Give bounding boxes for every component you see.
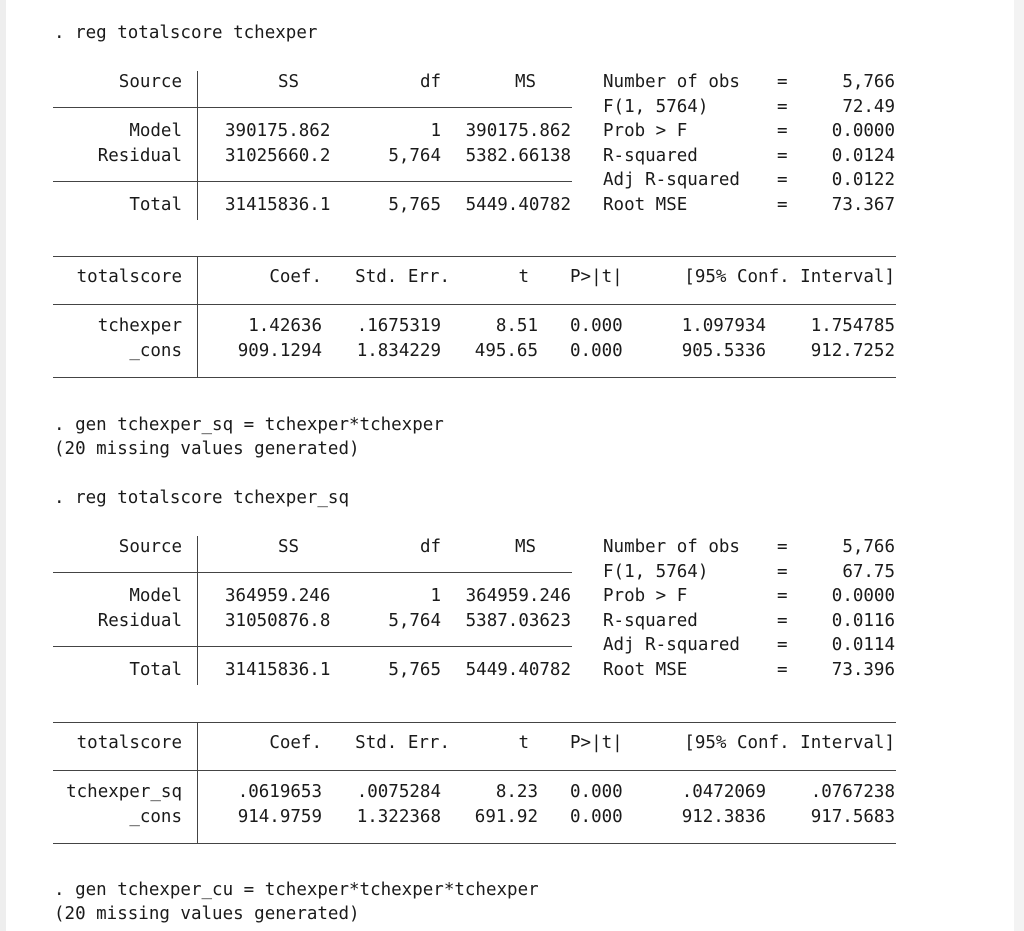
anova-vertical-rule xyxy=(197,536,198,685)
command-line: . reg totalscore tchexper xyxy=(54,23,318,43)
model-stat-equals: = xyxy=(777,537,788,557)
anova-df-value: 5,765 xyxy=(388,660,441,680)
model-stat-equals: = xyxy=(777,194,788,215)
coef-top-rule xyxy=(53,256,896,257)
model-stat-label: Adj R-squared xyxy=(603,635,740,655)
coef-variable-name: tchexper xyxy=(97,316,182,336)
coef-header-pvalue: P>|t| xyxy=(570,733,623,753)
anova-source-label: Total xyxy=(129,660,182,680)
model-stat-equals: = xyxy=(777,659,788,680)
model-stat-value: 0.0116 xyxy=(831,610,895,631)
model-stat-equals: = xyxy=(777,586,788,606)
anova-ss-value: 390175.862 xyxy=(225,121,331,141)
coef-variable-name: _cons xyxy=(129,340,182,361)
anova-header-rule xyxy=(53,107,572,108)
model-stat-label: Number of obs xyxy=(603,537,740,557)
anova-ms-value: 5449.40782 xyxy=(465,660,571,680)
command-line: . gen tchexper_sq = tchexper*tchexper xyxy=(54,415,444,435)
anova-header-ms: MS xyxy=(515,72,537,92)
window-right-border xyxy=(1014,0,1024,931)
anova-header-source: Source xyxy=(118,537,182,557)
anova-source-label: Residual xyxy=(97,610,182,631)
coef-vertical-rule xyxy=(197,256,198,377)
coef-ci-lower: .0472069 xyxy=(681,782,766,802)
coef-value: 909.1294 xyxy=(237,340,322,361)
model-stat-value: 0.0000 xyxy=(831,121,895,141)
coef-t-value: 495.65 xyxy=(474,340,538,361)
coef-p-value: 0.000 xyxy=(570,340,623,361)
coef-ci-upper: 1.754785 xyxy=(810,316,895,336)
anova-ss-value: 31025660.2 xyxy=(225,145,331,166)
coef-top-rule xyxy=(53,722,896,723)
model-stat-label: Number of obs xyxy=(603,72,740,92)
anova-source-label: Model xyxy=(129,586,182,606)
model-stat-value: 67.75 xyxy=(842,561,895,582)
output-message: (20 missing values generated) xyxy=(54,904,360,924)
coef-stderr-value: 1.834229 xyxy=(356,340,441,361)
output-message: (20 missing values generated) xyxy=(54,439,360,459)
anova-df-value: 5,764 xyxy=(388,610,441,631)
coef-value: 914.9759 xyxy=(237,806,322,827)
model-stat-label: F(1, 5764) xyxy=(603,96,709,117)
model-stat-equals: = xyxy=(777,72,788,92)
model-stat-value: 73.367 xyxy=(831,194,895,215)
anova-header-ss: SS xyxy=(278,537,300,557)
anova-df-value: 1 xyxy=(430,586,441,606)
coef-header-rule xyxy=(53,304,896,305)
anova-ss-value: 31415836.1 xyxy=(225,195,331,215)
model-stat-label: F(1, 5764) xyxy=(603,561,709,582)
anova-ms-value: 390175.862 xyxy=(465,121,571,141)
anova-ss-value: 364959.246 xyxy=(225,586,331,606)
model-stat-label: R-squared xyxy=(603,610,698,631)
coef-header-coef: Coef. xyxy=(269,733,322,753)
anova-ms-value: 5387.03623 xyxy=(465,610,571,631)
coef-p-value: 0.000 xyxy=(570,782,623,802)
anova-header-df: df xyxy=(420,537,442,557)
model-stat-equals: = xyxy=(777,145,788,166)
coef-header-t: t xyxy=(518,267,529,287)
model-stat-equals: = xyxy=(777,121,788,141)
model-stat-equals: = xyxy=(777,170,788,190)
coef-ci-lower: 912.3836 xyxy=(681,806,766,827)
coef-header-conf-interval: [95% Conf. Interval] xyxy=(684,267,895,287)
coef-stderr-value: .0075284 xyxy=(356,782,441,802)
coef-vertical-rule xyxy=(197,722,198,843)
coef-value: .0619653 xyxy=(237,782,322,802)
anova-ms-value: 5449.40782 xyxy=(465,195,571,215)
model-stat-value: 5,766 xyxy=(842,537,895,557)
anova-df-value: 1 xyxy=(430,121,441,141)
dependent-variable-label: totalscore xyxy=(76,733,182,753)
coef-header-conf-interval: [95% Conf. Interval] xyxy=(684,733,895,753)
model-stat-label: Prob > F xyxy=(603,586,688,606)
anova-header-rule xyxy=(53,572,572,573)
anova-header-ms: MS xyxy=(515,537,537,557)
coef-t-value: 8.51 xyxy=(495,316,538,336)
model-stat-label: R-squared xyxy=(603,145,698,166)
dependent-variable-label: totalscore xyxy=(76,267,182,287)
model-stat-value: 0.0000 xyxy=(831,586,895,606)
coef-header-rule xyxy=(53,770,896,771)
anova-header-df: df xyxy=(420,72,442,92)
anova-df-value: 5,765 xyxy=(388,195,441,215)
coef-header-stderr: Std. Err. xyxy=(355,733,450,753)
model-stat-equals: = xyxy=(777,96,788,117)
model-stat-label: Root MSE xyxy=(603,659,688,680)
coef-stderr-value: 1.322368 xyxy=(356,806,441,827)
model-stat-equals: = xyxy=(777,635,788,655)
anova-ss-value: 31050876.8 xyxy=(225,610,331,631)
model-stat-value: 0.0122 xyxy=(831,170,895,190)
anova-header-source: Source xyxy=(118,72,182,92)
coef-ci-lower: 1.097934 xyxy=(681,316,766,336)
command-line: . reg totalscore tchexper_sq xyxy=(54,488,350,508)
coef-header-stderr: Std. Err. xyxy=(355,267,450,287)
anova-source-label: Model xyxy=(129,121,182,141)
coef-header-pvalue: P>|t| xyxy=(570,267,623,287)
coef-variable-name: _cons xyxy=(129,806,182,827)
coef-p-value: 0.000 xyxy=(570,316,623,336)
anova-total-rule xyxy=(53,646,572,647)
anova-total-rule xyxy=(53,181,572,182)
model-stat-value: 0.0124 xyxy=(831,145,895,166)
window-left-border xyxy=(0,0,6,931)
anova-source-label: Residual xyxy=(97,145,182,166)
anova-vertical-rule xyxy=(197,71,198,220)
coef-bottom-rule xyxy=(53,843,896,844)
coef-value: 1.42636 xyxy=(248,316,322,336)
coef-header-t: t xyxy=(518,733,529,753)
coef-ci-upper: .0767238 xyxy=(810,782,895,802)
anova-header-ss: SS xyxy=(278,72,300,92)
anova-source-label: Total xyxy=(129,195,182,215)
coef-ci-upper: 912.7252 xyxy=(810,340,895,361)
command-line: . gen tchexper_cu = tchexper*tchexper*tchexper xyxy=(54,880,539,900)
model-stat-value: 5,766 xyxy=(842,72,895,92)
anova-ms-value: 364959.246 xyxy=(465,586,571,606)
coef-t-value: 691.92 xyxy=(474,806,538,827)
anova-ms-value: 5382.66138 xyxy=(465,145,571,166)
anova-ss-value: 31415836.1 xyxy=(225,660,331,680)
model-stat-equals: = xyxy=(777,561,788,582)
coef-p-value: 0.000 xyxy=(570,806,623,827)
model-stat-value: 73.396 xyxy=(831,659,895,680)
coef-stderr-value: .1675319 xyxy=(356,316,441,336)
coef-header-coef: Coef. xyxy=(269,267,322,287)
coef-ci-upper: 917.5683 xyxy=(810,806,895,827)
model-stat-value: 72.49 xyxy=(842,96,895,117)
coef-bottom-rule xyxy=(53,377,896,378)
coef-ci-lower: 905.5336 xyxy=(681,340,766,361)
model-stat-label: Prob > F xyxy=(603,121,688,141)
model-stat-label: Root MSE xyxy=(603,194,688,215)
model-stat-label: Adj R-squared xyxy=(603,170,740,190)
anova-df-value: 5,764 xyxy=(388,145,441,166)
model-stat-value: 0.0114 xyxy=(831,635,895,655)
model-stat-equals: = xyxy=(777,610,788,631)
coef-variable-name: tchexper_sq xyxy=(66,782,182,802)
coef-t-value: 8.23 xyxy=(495,782,538,802)
